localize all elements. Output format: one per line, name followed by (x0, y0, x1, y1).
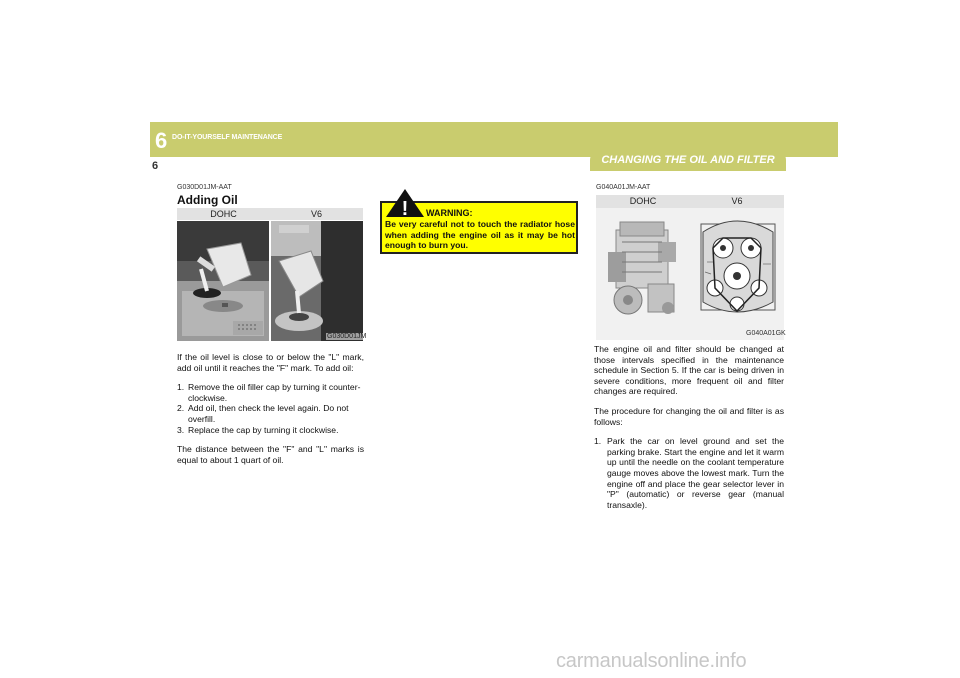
page-number: 6 (152, 160, 159, 172)
dohc-engine-illustration (598, 212, 688, 327)
warning-text: Be very careful not to touch the radiator hose when adding the engine oil as it may be hot enough to burn you. (385, 219, 575, 250)
left-intro: If the oil level is close to or below the "L" mark, add oil until it reaches the "F" mark. To add oil: (177, 352, 364, 373)
warning-exclamation: ! (401, 198, 409, 218)
v6-oil-filler-photo (271, 221, 363, 341)
warning-triangle-icon (385, 188, 425, 218)
list-item: 3. Replace the cap by turning it clockwise. (177, 424, 339, 435)
right-para2: The procedure for changing the oil and filter is as follows: (594, 405, 784, 427)
list-item: 2. Add oil, then check the level again. Do not overfill. (177, 403, 349, 424)
right-body-text (594, 344, 784, 510)
section-title-adding-oil: Adding Oil (177, 193, 238, 207)
left-figure-labels (177, 208, 363, 220)
left-note: The distance between the "F" and "L" marks is equal to about 1 quart of oil. (177, 444, 364, 465)
right-figure-labels (596, 195, 784, 208)
v6-engine-illustration (693, 212, 781, 327)
list-item: 1. Remove the oil filler cap by turning it counter-clockwise. (177, 382, 361, 403)
chapter-title: DO-IT-YOURSELF MAINTENANCE (172, 134, 283, 141)
v6-photo-illustration (271, 221, 363, 341)
watermark: carmanualsonline.info (556, 650, 747, 672)
list-item: 1. Park the car on level ground and set the parking brake. Start the engine and let it warm up until the needle on the coolant temperature gauge moves above the lowest mark. Turn the engine off and place the gear selector lever in "P" (automatic) or reverse gear (manual transaxle). (594, 436, 784, 510)
right-section-code: G040A01JM-AAT (596, 184, 651, 191)
left-figure-code: G030D01JM (327, 333, 367, 340)
left-body-text (177, 352, 364, 465)
label-dohc: DOHC (210, 209, 237, 219)
left-section-code: G030D01JM-AAT (177, 184, 232, 191)
label-v6: V6 (310, 209, 322, 219)
right-steps-list (594, 436, 784, 510)
chapter-number: 6 (155, 128, 168, 153)
label-dohc-right: DOHC (629, 196, 657, 206)
right-figure-code: G040A01GK (746, 330, 786, 337)
right-para1: The engine oil and filter should be changed at those intervals specified in the maintenance schedule in Section 5. If the car is being driven in severe conditions, more frequent oil and filter changes are required. (594, 344, 784, 397)
label-v6-right: V6 (731, 196, 743, 206)
left-steps-list (177, 382, 364, 435)
section-tab-title: CHANGING THE OIL AND FILTER (601, 154, 775, 166)
warning-title: WARNING: (426, 208, 473, 218)
dohc-oil-filler-photo (177, 221, 269, 341)
dohc-photo-illustration (177, 221, 269, 341)
